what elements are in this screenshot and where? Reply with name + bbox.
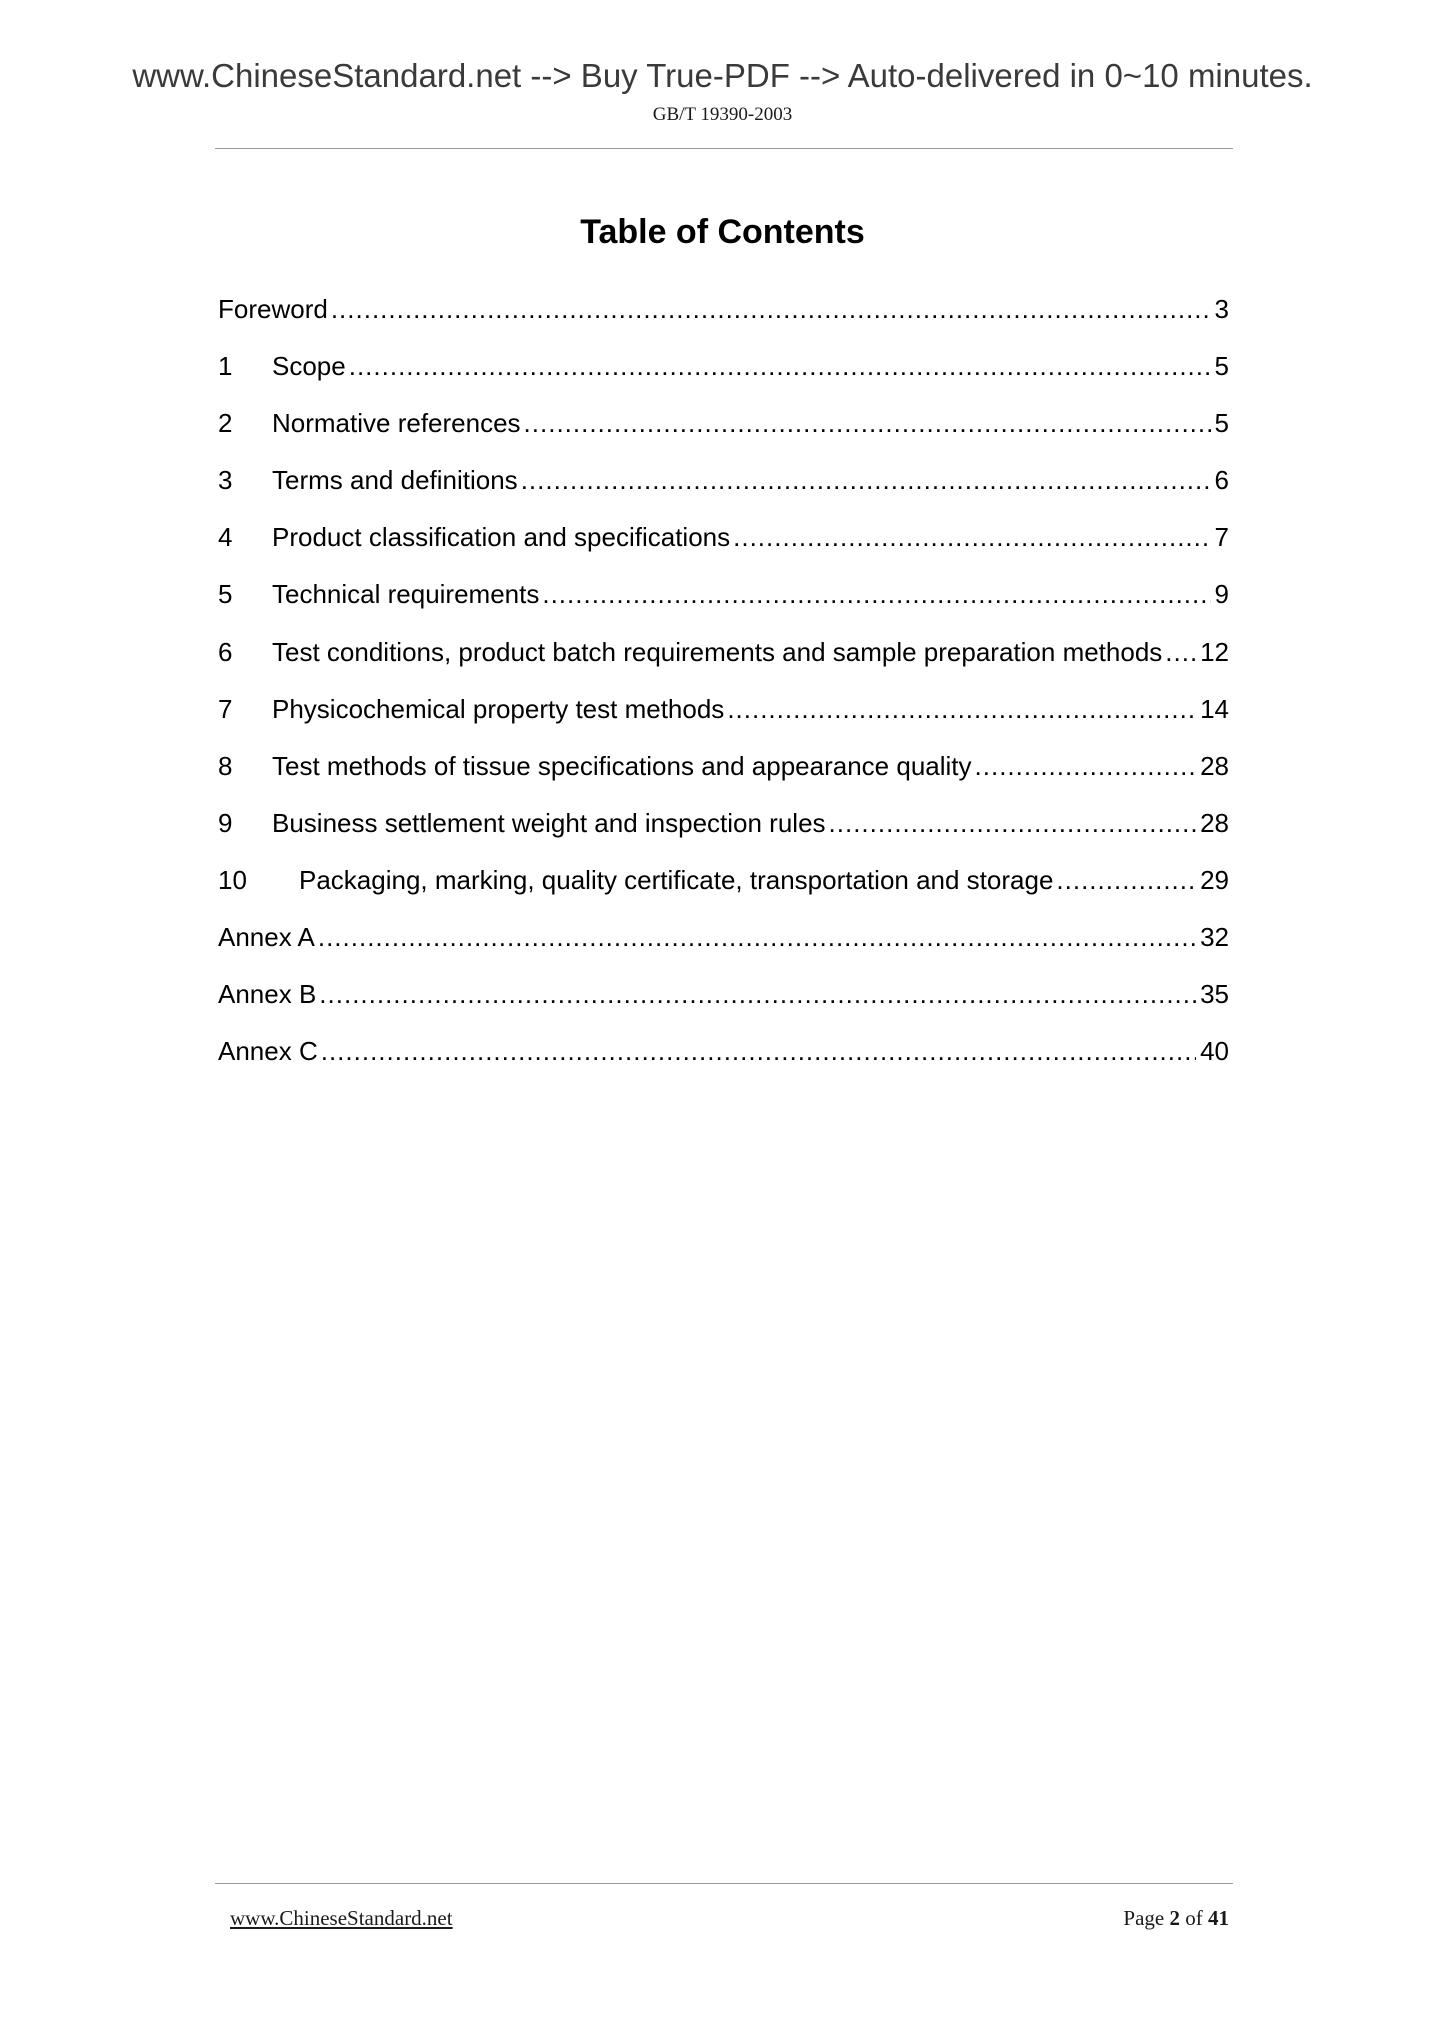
toc-dot-leader [521, 460, 1211, 500]
toc-entry-page: 7 [1214, 522, 1229, 553]
toc-entry-number: 4 [218, 522, 233, 553]
toc-entry-page: 5 [1214, 351, 1229, 382]
header-divider [215, 148, 1233, 149]
table-of-contents [218, 289, 1229, 1088]
toc-dot-leader [349, 346, 1211, 386]
toc-entry-label: Physicochemical property test methods [272, 693, 725, 724]
toc-entry-page: 29 [1200, 864, 1229, 895]
toc-entry-page: 14 [1200, 693, 1229, 724]
toc-entry-number: 9 [218, 807, 233, 838]
toc-entry-page: 3 [1214, 294, 1229, 324]
toc-entry-label: Test conditions, product batch requirements and sample preparation methods [272, 636, 1163, 667]
toc-dot-leader [524, 403, 1211, 443]
toc-entry-label: Normative references [272, 408, 521, 439]
toc-entry-number: 5 [218, 579, 233, 610]
toc-entry-number: 8 [218, 750, 233, 781]
toc-entry-label: Annex C [218, 1036, 318, 1067]
toc-entry-page: 5 [1214, 408, 1229, 439]
toc-dot-leader [331, 289, 1211, 329]
footer-divider [215, 1883, 1233, 1884]
toc-entry-physicochemical-tests[interactable] [218, 689, 1229, 746]
toc-entry-page: 35 [1200, 979, 1229, 1010]
toc-entry-label: Product classification and specifications [272, 522, 731, 553]
footer-page-number [1123, 1904, 1229, 1932]
toc-entry-page: 32 [1200, 922, 1229, 953]
toc-entry-annex-a[interactable] [218, 917, 1229, 974]
toc-entry-label: Annex A [218, 922, 315, 953]
toc-entry-settlement-weight[interactable] [218, 803, 1229, 860]
toc-entry-product-classification[interactable] [218, 517, 1229, 574]
toc-entry-number: 2 [218, 408, 233, 439]
toc-entry-technical-requirements[interactable] [218, 574, 1229, 631]
toc-entry-normative-references[interactable] [218, 403, 1229, 460]
toc-entry-page: 28 [1200, 750, 1229, 781]
toc-entry-terms-definitions[interactable] [218, 460, 1229, 517]
footer-website-link[interactable]: www.ChineseStandard.net [230, 1906, 453, 1930]
toc-dot-leader [542, 574, 1210, 614]
page-prefix: Page [1123, 1906, 1165, 1930]
toc-entry-label: Business settlement weight and inspection rules [272, 807, 826, 838]
toc-entry-page: 12 [1200, 636, 1229, 667]
toc-dot-leader [319, 974, 1196, 1014]
toc-dot-leader [727, 689, 1196, 729]
page-current: 2 [1169, 1906, 1180, 1930]
toc-entry-page: 9 [1214, 579, 1229, 610]
toc-entry-label: Terms and definitions [272, 465, 518, 496]
toc-dot-leader [318, 917, 1196, 957]
toc-entry-packaging[interactable] [218, 860, 1229, 917]
toc-dot-leader [321, 1031, 1196, 1071]
toc-entry-foreword[interactable] [218, 289, 1229, 346]
toc-entry-label: Test methods of tissue specifications and appearance quality [272, 750, 972, 781]
toc-entry-number: 6 [218, 636, 233, 667]
toc-entry-number: 3 [218, 465, 233, 496]
toc-dot-leader [1056, 860, 1196, 900]
toc-entry-annex-c[interactable] [218, 1031, 1229, 1088]
toc-entry-label: Annex B [218, 979, 317, 1010]
toc-entry-label: Foreword [218, 294, 328, 324]
toc-entry-number: 7 [218, 693, 233, 724]
page-title: Table of Contents [580, 213, 865, 251]
toc-entry-page: 6 [1214, 465, 1229, 496]
toc-entry-page: 28 [1200, 807, 1229, 838]
toc-entry-tissue-specifications[interactable] [218, 746, 1229, 803]
toc-dot-leader [975, 746, 1197, 786]
toc-entry-annex-b[interactable] [218, 974, 1229, 1031]
page-of: of [1185, 1906, 1203, 1930]
page-total: 41 [1208, 1906, 1229, 1930]
toc-entry-label: Technical requirements [272, 579, 540, 610]
toc-entry-scope[interactable] [218, 346, 1229, 403]
toc-entry-page: 40 [1200, 1036, 1229, 1067]
toc-entry-label: Packaging, marking, quality certificate, transportation and storage [299, 864, 1054, 895]
toc-dot-leader [733, 517, 1210, 557]
toc-entry-number: 10 [218, 864, 247, 895]
toc-entry-test-conditions[interactable] [218, 632, 1229, 689]
document-code: GB/T 19390-2003 [652, 104, 793, 125]
toc-entry-label: Scope [272, 351, 346, 382]
toc-entry-number: 1 [218, 351, 233, 382]
toc-dot-leader [1165, 632, 1196, 672]
top-banner: www.ChineseStandard.net --> Buy True-PDF --> Auto-delivered in 0~10 minutes. [132, 57, 1313, 94]
toc-dot-leader [829, 803, 1197, 843]
